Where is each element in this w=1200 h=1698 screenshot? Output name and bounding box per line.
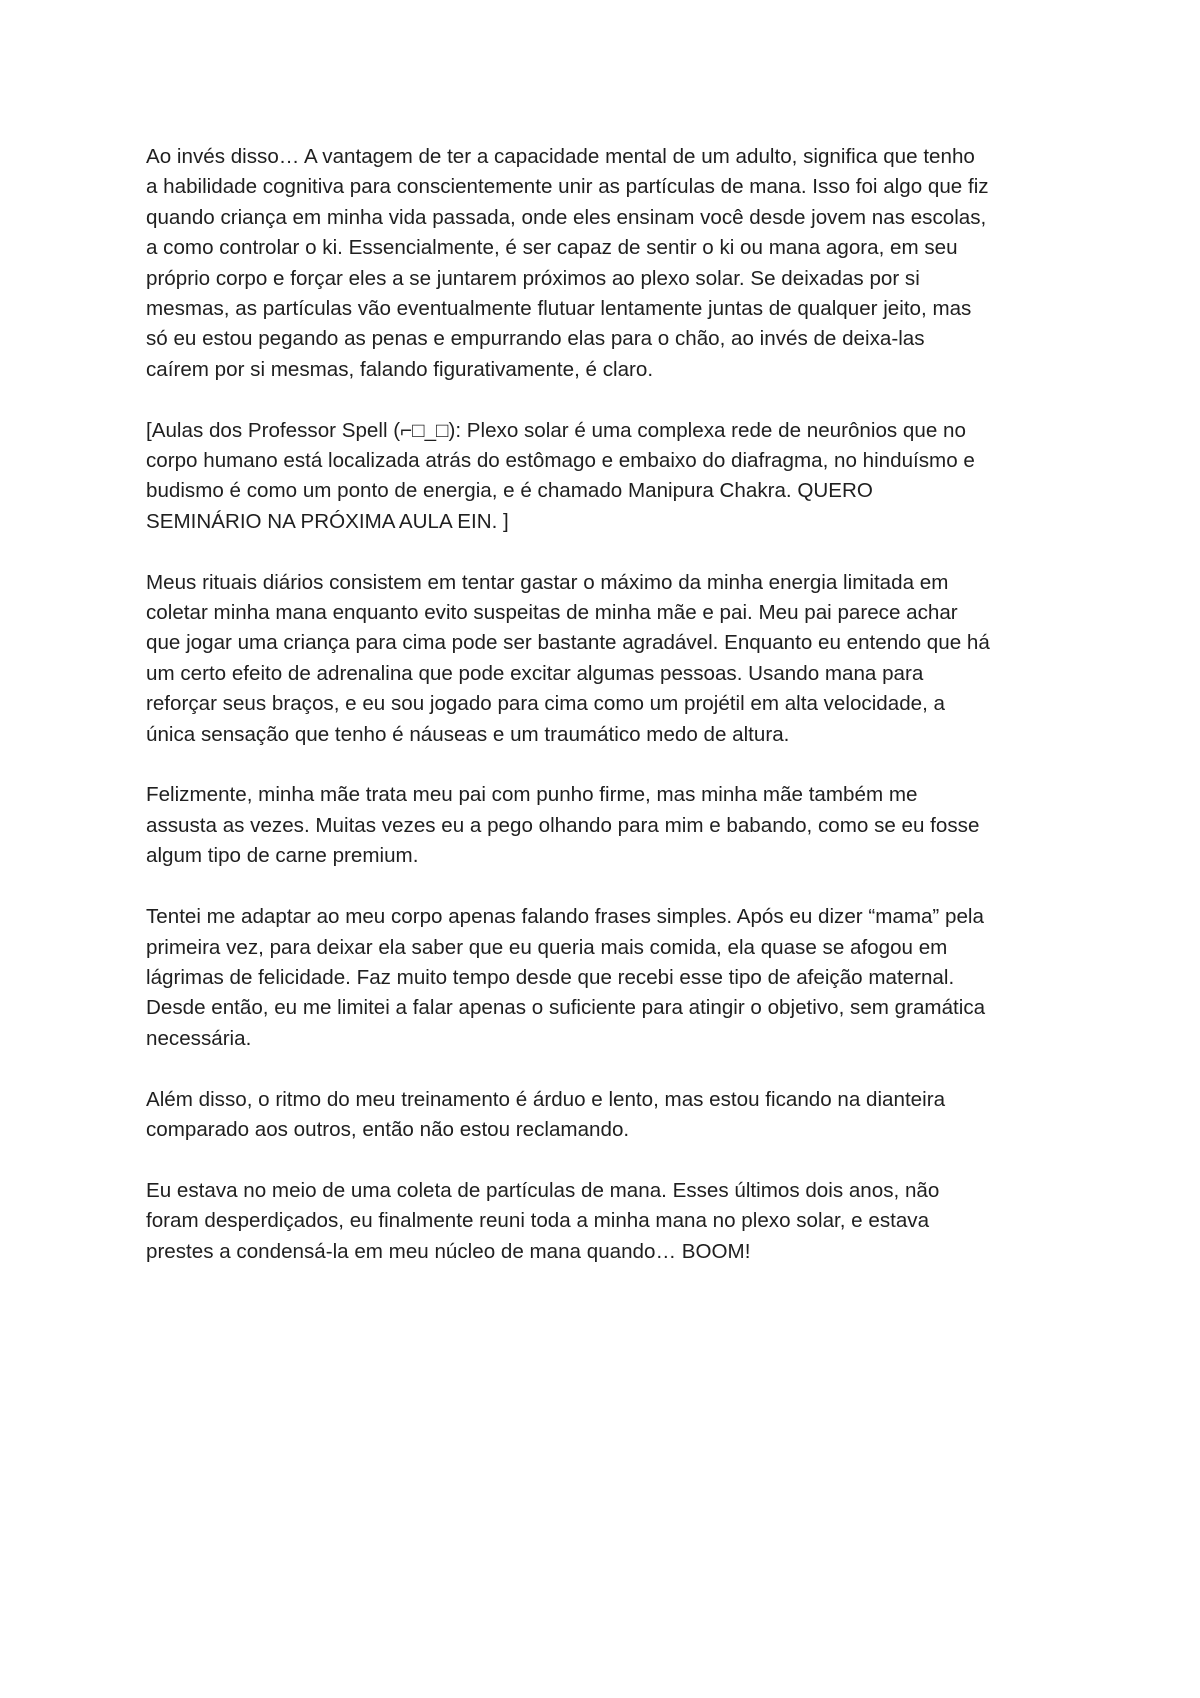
paragraph-1: Ao invés disso… A vantagem de ter a capacidade mental de um adulto, significa que tenho a habilidade cognitiva para conscientemente unir as partículas de mana. Isso foi algo que fiz quando criança em minha vida passada, onde eles ensinam você desde jovem nas escolas, a como controlar o ki. Essencialmente, é ser capaz de sentir o ki ou mana agora, em seu próprio corpo e forçar eles a se juntarem próximos ao plexo solar. Se deixadas por si mesmas, as partículas vão eventualmente flutuar lentamente juntas de qualquer jeito, mas só eu estou pegando as penas e empurrando elas para o chão, ao invés de deixa-las caírem por si mesmas, falando figurativamente, é claro.: [146, 145, 989, 381]
paragraph-5: Tentei me adaptar ao meu corpo apenas falando frases simples. Após eu dizer “mama” pela primeira vez, para deixar ela saber que eu queria mais comida, ela quase se afogou em lágrimas de felicidade. Faz muito tempo desde que recebi esse tipo de afeição maternal. Desde então, eu me limitei a falar apenas o suficiente para atingir o objetivo, sem gramática necessária.: [146, 905, 986, 1050]
paragraph-3: Meus rituais diários consistem em tentar gastar o máximo da minha energia limitada em coletar minha mana enquanto evito suspeitas de minha mãe e pai. Meu pai parece achar que jogar uma criança para cima pode ser bastante agradável. Enquanto eu entendo que há um certo efeito de adrenalina que pode excitar algumas pessoas. Usando mana para reforçar seus braços, e eu sou jogado para cima como um projétil em alta velocidade, a única sensação que tenho é náuseas e um traumático medo de altura.: [146, 570, 990, 746]
paragraph-7: Eu estava no meio de uma coleta de partículas de mana. Esses últimos dois anos, não foram desperdiçados, eu finalmente reuni toda a minha mana no plexo solar, e estava prestes a condensá-la em meu núcleo de mana quando… BOOM!: [146, 1178, 940, 1263]
paragraph-4: Felizmente, minha mãe trata meu pai com punho firme, mas minha mãe também me assusta as vezes. Muitas vezes eu a pego olhando para mim e babando, como se eu fosse algum tipo de carne premium.: [146, 783, 980, 868]
paragraph-6: Além disso, o ritmo do meu treinamento é árduo e lento, mas estou ficando na dianteira comparado aos outros, então não estou reclamando.: [146, 1087, 946, 1141]
professor-note-paragraph: [Aulas dos Professor Spell (⌐□_□): Plexo solar é uma complexa rede de neurônios que no corpo humano está localizada atrás do estômago e embaixo do diafragma, no hinduísmo e budismo é como um ponto de energia, e é chamado Manipura Chakra. QUERO SEMINÁRIO NA PRÓXIMA AULA EIN. ]: [146, 418, 975, 533]
document-body: [146, 142, 1066, 1297]
